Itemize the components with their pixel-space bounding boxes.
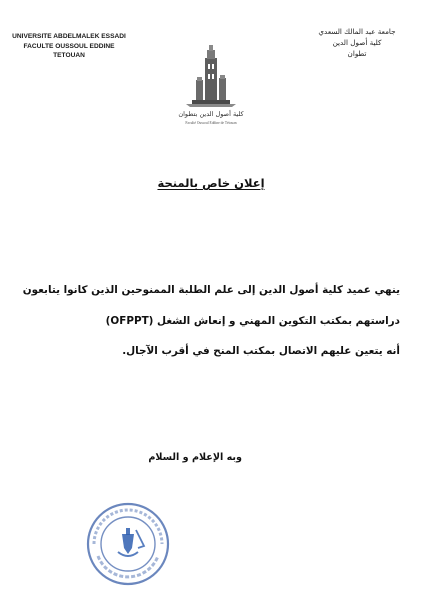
- header-line: جامعة عبد المالك السعدي: [318, 27, 396, 36]
- notice-line-3: أنه يتعين عليهم الاتصال بمكتب المنح في أقرب الآجال.: [122, 345, 400, 357]
- university-header-french: [4, 32, 134, 61]
- header-line: كلية أصول الدين: [332, 38, 382, 47]
- header-line: FACULTE OUSSOUL EDDINE: [23, 42, 115, 50]
- header-line: تطوان: [347, 49, 367, 58]
- official-stamp: [84, 500, 172, 588]
- notice-line-1: ينهي عميد كلية أصول الدين إلى علم الطلبة الممنوحين الذين كانوا يتابعون: [22, 284, 400, 296]
- official-stamp-icon: [84, 500, 172, 588]
- closing-salutation: وبه الإعلام و السلام: [148, 452, 242, 463]
- faculty-tower-logo-icon: [176, 44, 246, 108]
- notice-line-2: دراستهم بمكتب التكوين المهني و إنعاش الشغل (OFPPT): [105, 315, 400, 327]
- notice-title: [0, 176, 422, 190]
- logo-caption-french: Faculté Oussoul Eddine de Tétouan: [185, 121, 237, 125]
- faculty-logo: [176, 44, 246, 140]
- university-header-arabic: [302, 26, 412, 59]
- logo-caption-arabic: كلية أصول الدين بتطوان: [178, 110, 244, 118]
- header-line: UNIVERSITE ABDELMALEK ESSADI: [12, 33, 126, 40]
- header-line: TETOUAN: [53, 52, 85, 59]
- notice-title-text: إعلان خاص بالمنحة: [157, 176, 265, 190]
